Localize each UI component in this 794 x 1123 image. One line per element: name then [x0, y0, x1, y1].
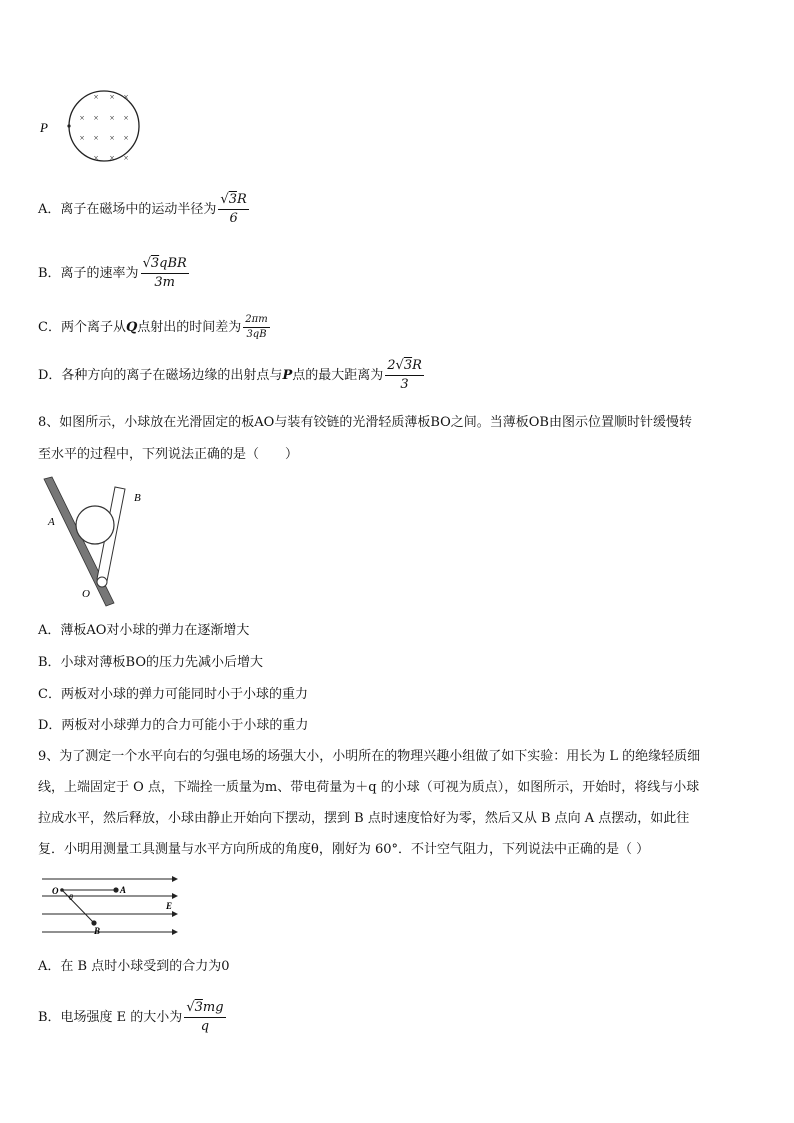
label-a: A [120, 885, 127, 895]
label-b: B [94, 926, 101, 936]
thread-to-b [62, 890, 94, 923]
q8-question-line-1: 8、如图所示，小球放在光滑固定的板AO与装有铰链的光滑轻质薄板BO之间。当薄板OB由图示位置顺时针缓慢转 [38, 415, 692, 430]
q7-option-b-fraction: $\frac{\text{√3qBR}}{3m}$ [142, 256, 187, 290]
magnetic-field-figure [38, 84, 148, 169]
q7-option-a-text: A．离子在磁场中的运动半径为 [38, 202, 217, 217]
q9-option-a: A．在 B 点时小球受到的合力为0 [38, 959, 230, 974]
field-cross-mark: × [123, 113, 129, 123]
label-p: P [40, 120, 48, 135]
label-a: A [48, 516, 55, 528]
label-o: O [52, 886, 59, 896]
ball-b [91, 920, 96, 925]
field-cross-mark: × [109, 133, 115, 143]
ball [76, 506, 114, 544]
q8-option-d: D．两板对小球弹力的合力可能小于小球的重力 [38, 718, 309, 733]
q8-option-c: C．两板对小球的弹力可能同时小于小球的重力 [38, 687, 308, 702]
q9-question-line-1: 9、为了测定一个水平向右的匀强电场的场强大小，小明所在的物理兴趣小组做了如下实验：用长为 L 的绝缘轻质细 [38, 749, 701, 764]
q8-option-b: B．小球对薄板BO的压力先减小后增大 [38, 655, 264, 670]
q7-option-a-fraction: $\frac{√3R}{6}$ [220, 192, 247, 226]
q7-option-c: C．两个离子从Q点射出的时间差为 $\frac{2\pi m}{3qB}$ [38, 314, 268, 340]
q9-question-line-4: 复．小明用测量工具测量与水平方向所成的角度θ，刚好为 60°．不计空气阻力，下列说法中正确的是（ ） [38, 842, 650, 857]
point-p-dot [67, 124, 70, 127]
q9-question-line-2: 线，上端固定于 O 点，下端拴一质量为m、带电荷量为＋q 的小球（可视为质点），如图所示，开始时，将线与小球 [38, 780, 700, 795]
field-cross-mark: × [109, 92, 115, 102]
field-cross-mark: × [79, 113, 85, 123]
field-cross-mark: × [109, 113, 115, 123]
q8-option-a: A．薄板AO对小球的弹力在逐渐增大 [38, 623, 250, 638]
electric-field-pendulum-figure [38, 873, 178, 941]
q9-option-b-fraction: $\frac{√3mg}{q}$ [186, 1000, 224, 1034]
field-cross-mark: × [79, 133, 85, 143]
label-b: B [134, 492, 141, 504]
field-cross-mark: × [123, 92, 129, 102]
field-cross-mark: × [123, 133, 129, 143]
hinge [97, 577, 107, 587]
q8-question-line-2: 至水平的过程中，下列说法正确的是（ ） [38, 447, 299, 462]
field-cross-mark: × [109, 153, 115, 163]
q7-option-b-text: B．离子的速率为 [38, 266, 139, 281]
ball-a [113, 887, 118, 892]
plates-ball-figure [38, 475, 158, 610]
q7-option-d: D．各种方向的离子在磁场边缘的出射点与P点的最大距离为 $\frac{2√3R}{3}$ [38, 358, 422, 392]
q7-option-c-fraction: $\frac{2\pi m}{3qB}$ [245, 314, 268, 340]
q9-option-b: B．电场强度 E 的大小为 $\frac{√3mg}{q}$ [38, 1000, 224, 1034]
point-o [60, 888, 64, 892]
label-theta: θ [69, 893, 73, 902]
field-cross-mark: × [123, 153, 129, 163]
field-lines [42, 879, 172, 932]
field-cross-mark: × [93, 133, 99, 143]
q7-option-d-fraction: $\frac{2√3R}{3}$ [387, 358, 422, 392]
field-cross-marks [79, 92, 128, 163]
label-e: E [166, 901, 173, 911]
q7-option-b [38, 256, 189, 291]
field-cross-mark: × [93, 92, 99, 102]
field-arrowheads [172, 876, 178, 935]
field-cross-mark: × [93, 113, 99, 123]
q7-option-a [38, 192, 249, 227]
label-o: O [82, 588, 90, 600]
q9-question-line-3: 拉成水平，然后释放，小球由静止开始向下摆动，摆到 B 点时速度恰好为零，然后又从 B 点向 A 点摆动，如此往 [38, 811, 690, 826]
field-cross-mark: × [93, 153, 99, 163]
